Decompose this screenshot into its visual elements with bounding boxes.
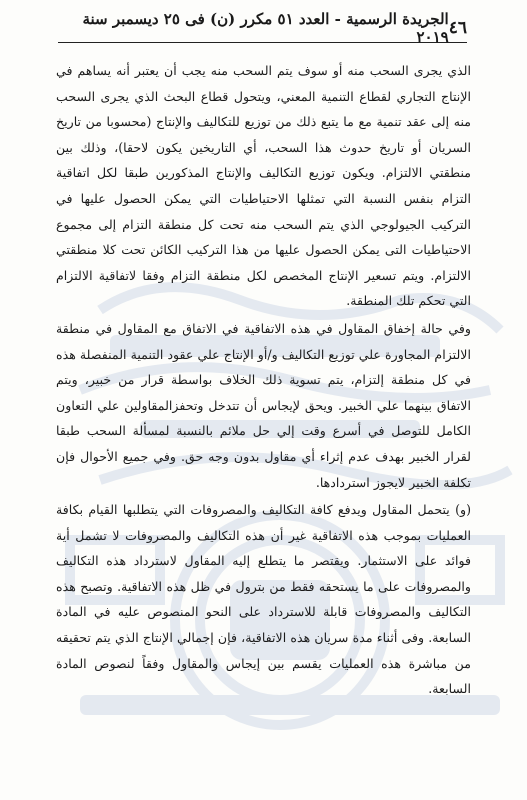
body-paragraph-3: (و) يتحمل المقاول ويدفع كافة التكاليف والمصروفات التي يتطلبها القيام بكافة العمليات بموجب هذه الاتفاقية غير أن هذه التكاليف والمصروفات لا تشمل أية فوائد على الاستثمار. ويقتصر ما يتطلع إليه المقاول لاسترداد هذه التكاليف والمصروفات على ما يستحقه فقط من بترول في ظل هذه الاتفاقية. وتصبح هذه التكاليف والمصروفات قابلة للاسترداد على النحو المنصوص عليه في المادة السابعة. وفى أثناء مدة سريان هذه الاتفاقية، فإن إجمالي الإنتاج الذي يتم تحقيقه من مباشرة هذه العمليات يقسم بين إيجاس والمقاول وفقاً لنصوص المادة السابعة. xyxy=(56,502,471,697)
running-header xyxy=(58,10,467,46)
page-number: ٤٦ xyxy=(448,18,467,38)
running-title: الجريدة الرسمية - العدد ٥١ مكرر (ن) فى ٢٥ ديسمبر سنة ٢٠١٩ xyxy=(82,10,449,46)
article-body xyxy=(56,58,471,702)
body-paragraph-2: وفي حالة إخفاق المقاول في هذه الاتفاقية في الاتفاق مع المقاول في منطقة الالتزام المجاورة علي توزيع التكاليف و/أو الإنتاج علي عقود التنمية المنفصلة هذه في كل منطقة إلتزام، يتم تسوية ذلك الخلاف بواسطة قرار من خبير، ويتم الاتفاق بينهما علي الخبير. ويحق لإيجاس أن تتدخل وتحفزالمقاولين علي التعاون الكامل للتوصل في أسرع وقت إلي حل ملائم بالنسبة لمسألة السحب طبقا لقرار الخبير بهدف عدم إثراء أي مقاول بدون وجه حق. وفي جميع الأحوال فإن تكلفة الخبير لايجوز استردادها. xyxy=(56,320,471,490)
body-paragraph-1: الذي يجرى السحب منه أو سوف يتم السحب منه يجب أن يعتبر أنه يساهم في الإنتاج التجاري لقطاع التنمية المعني، ويتحول قطاع البحث الذي يجرى السحب منه إلى عقد تنمية مع ما يتبع ذلك من توزيع للتكاليف والإنتاج (محسوبا من تاريخ السريان أو تاريخ حدوث هذا السحب، أي التاريخين يكون لاحقا)، وذلك بين منطقتي الالتزام. ويكون توزيع التكاليف والإنتاج المذكورين طبقا لكل اتفاقية التزام بنفس النسبة التي تمثلها الاحتياطيات التي يمكن الحصول عليها في التركيب الجيولوجي الذي يتم السحب منه تحت كل منطقة التزام إلى مجموع الاحتياطيات التى يمكن الحصول عليها من هذا التركيب الكائن تحت كلا منطقتي الالتزام. ويتم تسعير الإنتاج المخصص لكل منطقة التزام وفقا لاتفاقية الالتزام التي تحكم تلك المنطقة. xyxy=(56,63,471,309)
